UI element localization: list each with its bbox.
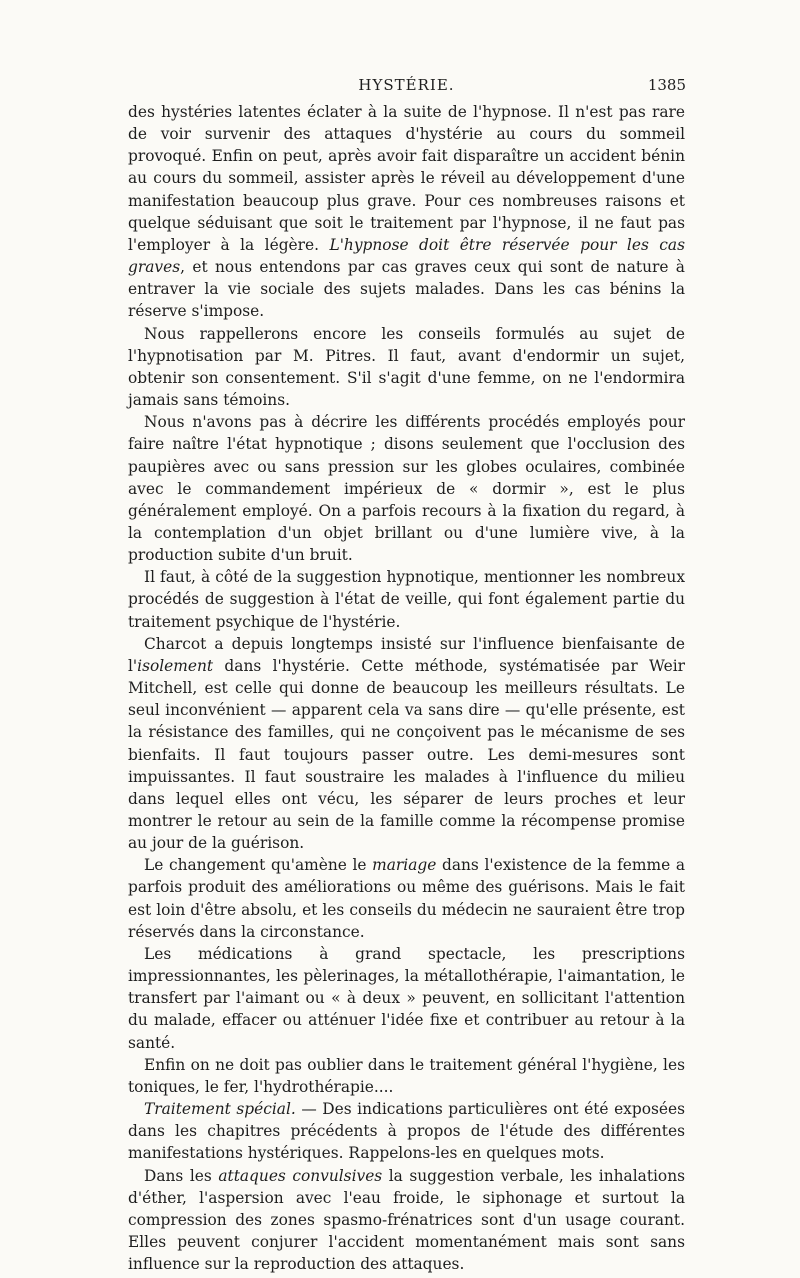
running-title: HYSTÉRIE. [358,76,455,94]
paragraph-hypnose-risks: des hystéries latentes éclater à la suite de l'hypnose. Il n'est pas rare de voir survenir des attaques d'hystérie au cours du sommeil provoqué. Enfin on peut, après avoir fait disparaître un accident bénin au cours du sommeil, assister après le réveil au développement d'une manifestation beaucoup plus grave. Pour ces nombreuses raisons et quelque séduisant que soit le traitement par l'hypnose, il ne faut pas l'employer à la légère. L'hypnose doit être réservée pour les cas graves, et nous entendons par cas graves ceux qui sont de nature à entraver la vie sociale des sujets malades. Dans les cas bénins la réserve s'impose. [128,103,686,321]
paragraph-pitres: Nous rappellerons encore les conseils formulés au sujet de l'hypnotisation par M. Pitres. Il faut, avant d'endormir un sujet, obtenir son consentement. S'il s'agit d'une femme, on ne l'endormira jamais sans témoins. [128,324,685,410]
emphasis-isolement: isolement [137,656,214,675]
body-text [128,101,685,1275]
paragraph-hygiene: Enfin on ne doit pas oublier dans le traitement général l'hygiène, les toniques, le fer, l'hydrothérapie.... [128,1055,685,1096]
page-number: 1385 [647,76,686,94]
emphasis-mariage: mariage [372,856,437,875]
emphasis-attaques-convulsives: attaques convulsives [218,1166,383,1185]
paragraph-attaques: Dans les attaques convulsives la suggestion verbale, les inhalations d'éther, l'aspersion avec l'eau froide, le siphonage et surtout la compression des zones spasmo-frénatrices sont d'un usage courant. Elles peuvent conjurer l'accident momentanément mais sont sans influence sur la reproduction des attaques. [128,1166,686,1274]
paragraph-isolement: Charcot a depuis longtemps insisté sur l'influence bienfaisante de l'isolement dans l'hystérie. Cette méthode, systématisée par Weir Mitchell, est celle qui donne de beaucoup les meilleurs résultats. Le seul inconvénient — apparent cela va sans dire — qu'elle présente, est la résistance des familles, qui ne conçoivent pas le mécanisme de ses bienfaits. Il faut toujours passer outre. Les demi-mesures sont impuissantes. Il faut soustraire les malades à l'influence du milieu dans lequel elles ont vécu, les séparer de leurs proches et leur montrer le retour au sein de la famille comme la récompense promise au jour de la guérison. [128,634,685,853]
emphasis-hypnose-reservee: L'hypnose doit être réservée pour les cas graves [128,235,686,277]
paragraph-suggestion-veille: Il faut, à côté de la suggestion hypnotique, mentionner les nombreux procédés de suggestion à l'état de veille, qui font également partie du traitement psychique de l'hystérie. [128,568,685,631]
paragraph-medications: Les médications à grand spectacle, les prescriptions impressionnantes, les pèlerinages, la métallothérapie, l'aimantation, le transfert par l'aimant ou « à deux » peuvent, en sollicitant l'attention du malade, effacer ou atténuer l'idée fixe et contribuer au retour à la santé. [128,944,685,1052]
emphasis-traitement-special: Traitement spécial. [144,1100,296,1119]
paragraph-procedes: Nous n'avons pas à décrire les différents procédés employés pour faire naître l'état hypnotique ; disons seulement que l'occlusion des paupières avec ou sans pression sur les globes oculaires, combinée avec le commandement impérieux de « dormir », est le plus généralement employé. On a parfois recours à la fixation du regard, à la contemplation d'un objet brillant ou d'une lumière vive, à la production subite d'un bruit. [128,413,685,565]
paragraph-mariage: Le changement qu'amène le mariage dans l'existence de la femme a parfois produit des améliorations ou même des guérisons. Mais le fait est loin d'être absolu, et les conseils du médecin ne sauraient être trop réservés dans la circonstance. [128,856,685,941]
paragraph-traitement-special: Traitement spécial. — Des indications particulières ont été exposées dans les chapitres précédents à propos de l'étude des différentes manifestations hystériques. Rappelons-les en quelques mots. [128,1100,685,1163]
running-header [128,76,685,98]
